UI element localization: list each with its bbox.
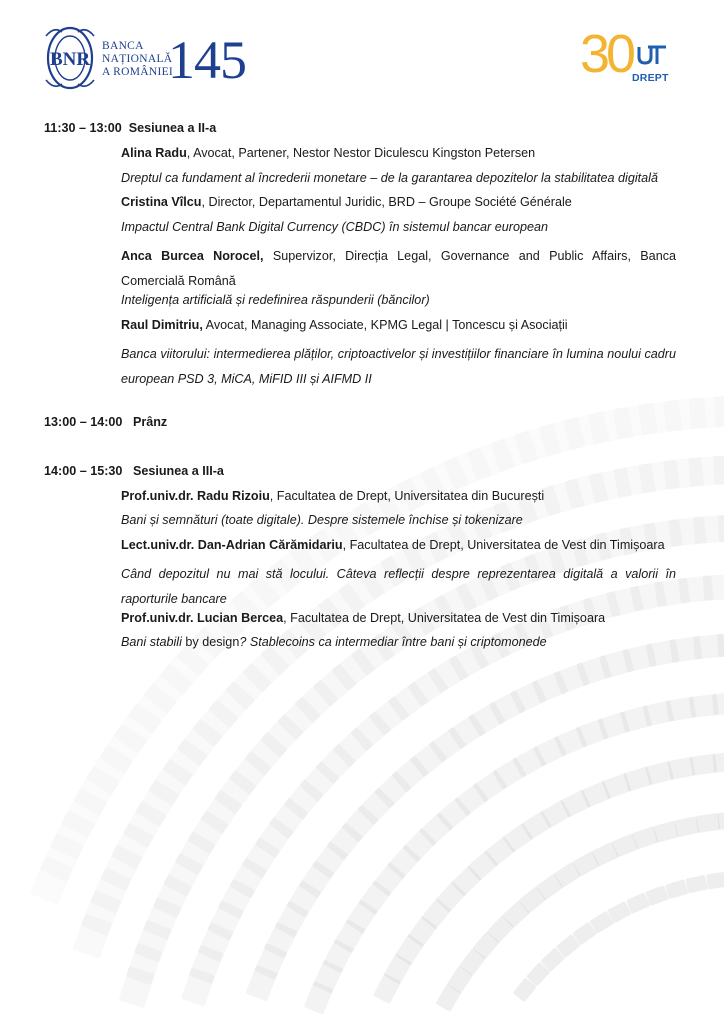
ud-label: DREPT bbox=[632, 72, 669, 84]
bnr-name-line-2: NAȚIONALĂ bbox=[102, 53, 173, 65]
talk-title: Impactul Central Bank Digital Currency (CBDC) în sistemul bancar european bbox=[121, 220, 548, 234]
session-heading bbox=[44, 121, 216, 135]
bnr-monogram-text: BNR bbox=[49, 49, 91, 70]
speaker-line bbox=[121, 318, 676, 332]
session-time: 11:30 – 13:00 bbox=[44, 121, 122, 135]
talk-title-part: by design bbox=[185, 635, 240, 649]
session-time: 13:00 – 14:00 bbox=[44, 415, 123, 429]
speaker-affiliation: Avocat, Managing Associate, KPMG Legal | Toncescu și Asociații bbox=[202, 318, 568, 332]
session-title: Sesiunea a II-a bbox=[128, 121, 217, 135]
speaker-line bbox=[121, 195, 676, 209]
speaker-affiliation: , Avocat, Partener, Nestor Nestor Diculescu Kingston Petersen bbox=[186, 146, 536, 160]
speaker-line bbox=[121, 611, 676, 625]
talk-title: Inteligența artificială și redefinirea răspunderii (băncilor) bbox=[121, 293, 430, 307]
speaker-affiliation: Supervizor, Direcția Legal, Governance and Public Affairs, Banca Comercială Română bbox=[121, 249, 676, 288]
talk-title: Bani și semnături (toate digitale). Despre sistemele închise și tokenizare bbox=[121, 513, 523, 527]
talk-title-part: Bani stabili bbox=[121, 635, 186, 649]
speaker-line bbox=[121, 146, 676, 160]
session-time: 14:00 – 15:30 bbox=[44, 464, 123, 478]
talk-title: Când depozitul nu mai stă locului. Câteva reflecții despre reprezentarea digitală a valorii în raporturile bancare bbox=[121, 567, 676, 606]
speaker-name: Alina Radu bbox=[121, 146, 187, 160]
speaker-name: Cristina Vîlcu bbox=[121, 195, 202, 209]
speaker-name: Raul Dimitriu, bbox=[121, 318, 203, 332]
session-heading bbox=[44, 464, 224, 478]
speaker-affiliation: , Facultatea de Drept, Universitatea din București bbox=[269, 489, 545, 503]
ud-anniversary: 30 bbox=[580, 24, 633, 84]
talk-title: Banca viitorului: intermedierea plăților, criptoactivelor și investițiilor financiare în lumina noului cadru european PSD 3, MiCA, MiFID III și AIFMD II bbox=[121, 347, 676, 386]
bnr-anniversary: 145 bbox=[168, 30, 246, 90]
session-title: Prânz bbox=[132, 415, 168, 429]
session-heading bbox=[44, 415, 167, 429]
session-title: Sesiunea a III-a bbox=[132, 464, 224, 478]
talk-title bbox=[121, 635, 676, 649]
talk-title: Dreptul ca fundament al încrederii monetare – de la garantarea depozitelor la stabilitatea digitală bbox=[121, 171, 658, 185]
speaker-name: Lect.univ.dr. Dan-Adrian Cărămidariu bbox=[121, 538, 343, 552]
speaker-name: Prof.univ.dr. Radu Rizoiu bbox=[121, 489, 270, 503]
bnr-name-line-3: A ROMÂNIEI bbox=[102, 66, 174, 78]
speaker-name: Prof.univ.dr. Lucian Bercea bbox=[121, 611, 284, 625]
talk-title-part: ? Stablecoins ca intermediar între bani și criptomonede bbox=[239, 635, 547, 649]
bnr-name-line-1: BANCA bbox=[102, 40, 144, 52]
speaker-affiliation: , Facultatea de Drept, Universitatea de Vest din Timișoara bbox=[283, 611, 606, 625]
speaker-line bbox=[121, 489, 676, 503]
speaker-name: Anca Burcea Norocel, bbox=[121, 249, 264, 263]
speaker-line bbox=[121, 538, 676, 552]
speaker-affiliation: , Director, Departamentul Juridic, BRD – Groupe Société Générale bbox=[201, 195, 572, 209]
speaker-line bbox=[121, 244, 676, 293]
speaker-affiliation: , Facultatea de Drept, Universitatea de Vest din Timișoara bbox=[342, 538, 665, 552]
